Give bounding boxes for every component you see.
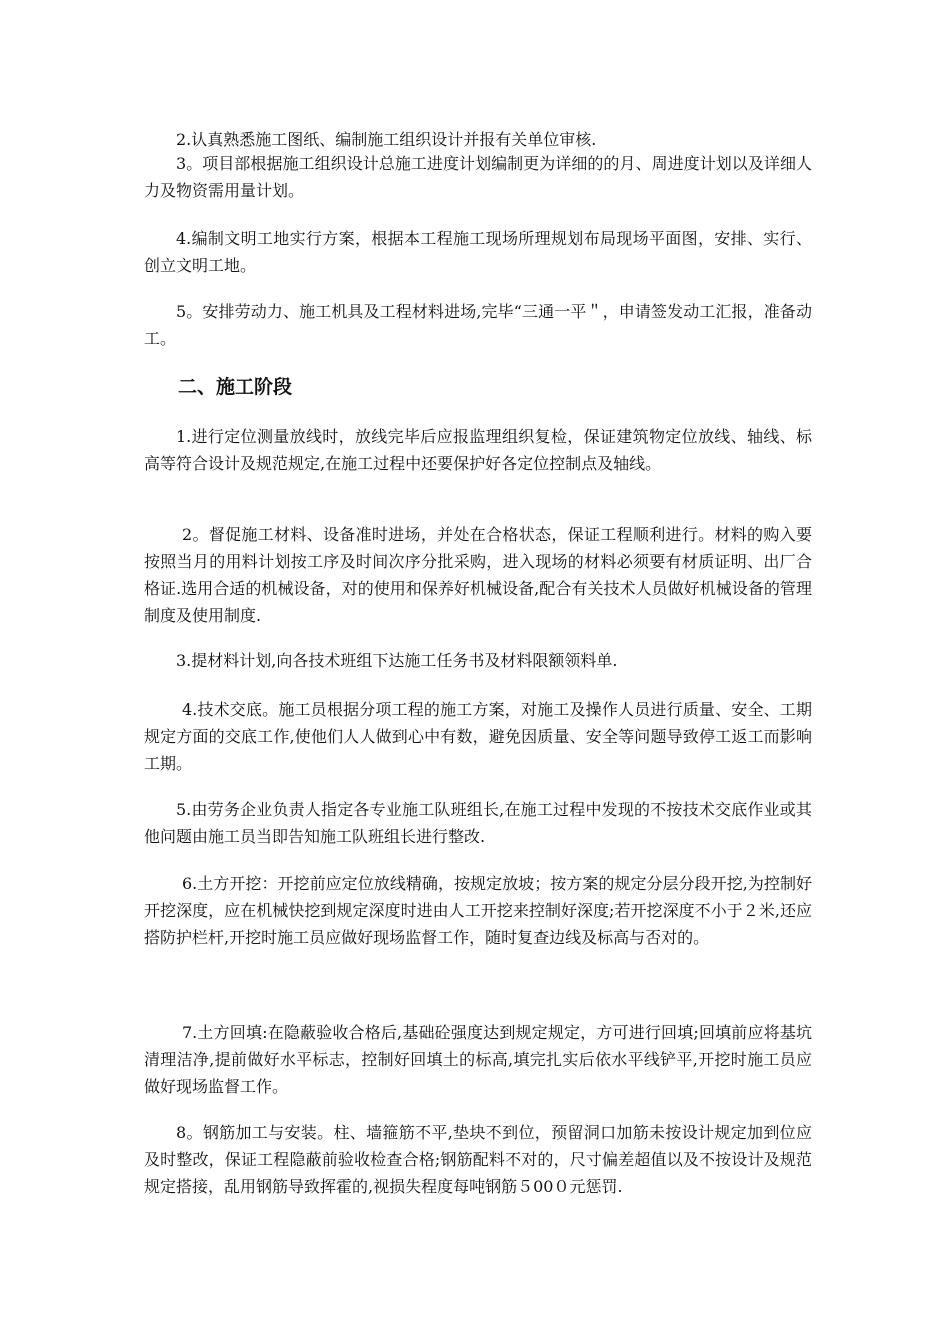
prep-item-3: 3。项目部根据施工组织设计总施工进度计划编制更为详细的的月、周进度计划以及详细人力及物资需用量计划。 <box>144 154 812 200</box>
prep-item-4: 4.编制文明工地实行方案，根据本工程施工现场所理规划布局现场平面图，安排、实行、创立文明工地。 <box>144 229 812 275</box>
construction-item-8: 8。钢筋加工与安装。柱、墙箍筋不平,垫块不到位，预留洞口加筋未按设计规定加到位应及时整改，保证工程隐蔽前验收检查合格;钢筋配料不对的，尺寸偏差超值以及不按设计及规范规定搭接，乱用钢筋导致挥霍的,视损失程度每吨钢筋５00０元惩罚. <box>144 1123 812 1196</box>
construction-item-6: 6.土方开挖：开挖前应定位放线精确，按规定放坡；按方案的规定分层分段开挖,为控制好开挖深度，应在机械快挖到规定深度时进由人工开挖来控制好深度;若开挖深度不小于２米,还应搭防护栏杆,开挖时施工员应做好现场监督工作，随时复查边线及标高与否对的。 <box>144 874 812 947</box>
section-heading: 二、施工阶段 <box>178 376 293 398</box>
construction-item-3: 3.提材料计划,向各技术班组下达施工任务书及材料限额领料单. <box>176 651 618 670</box>
construction-item-7: 7.土方回填:在隐蔽验收合格后,基础砼强度达到规定规定，方可进行回填;回填前应将基坑清理洁净,提前做好水平标志，控制好回填土的标高,填完扎实后依水平线铲平,开挖时施工员应做好现场监督工作。 <box>144 1023 812 1096</box>
construction-item-2: 2。督促施工材料、设备准时进场，并处在合格状态，保证工程顺利进行。材料的购入要按照当月的用料计划按工序及时间次序分批采购，进入现场的材料必须要有材质证明、出厂合格证.选用合适的机械设备，对的使用和保养好机械设备,配合有关技术人员做好机械设备的管理制度及使用制度. <box>144 525 812 625</box>
construction-item-4: 4.技术交底。施工员根据分项工程的施工方案，对施工及操作人员进行质量、安全、工期规定方面的交底工作,使他们人人做到心中有数，避免因质量、安全等问题导致停工返工而影响工期。 <box>144 700 812 773</box>
prep-item-2: 2.认真熟悉施工图纸、编制施工组织设计并报有关单位审核. <box>176 130 597 149</box>
prep-item-5: 5。安排劳动力、施工机具及工程材料进场,完毕“三通一平＂，申请签发动工汇报，准备动工。 <box>144 302 812 348</box>
construction-item-1: 1.进行定位测量放线时，放线完毕后应报监理组织复检，保证建筑物定位放线、轴线、标高等符合设计及规范规定,在施工过程中还要保护好各定位控制点及轴线。 <box>144 427 812 473</box>
construction-item-5: 5.由劳务企业负责人指定各专业施工队班组长,在施工过程中发现的不按技术交底作业或其他问题由施工员当即告知施工队班组长进行整改. <box>144 800 812 846</box>
